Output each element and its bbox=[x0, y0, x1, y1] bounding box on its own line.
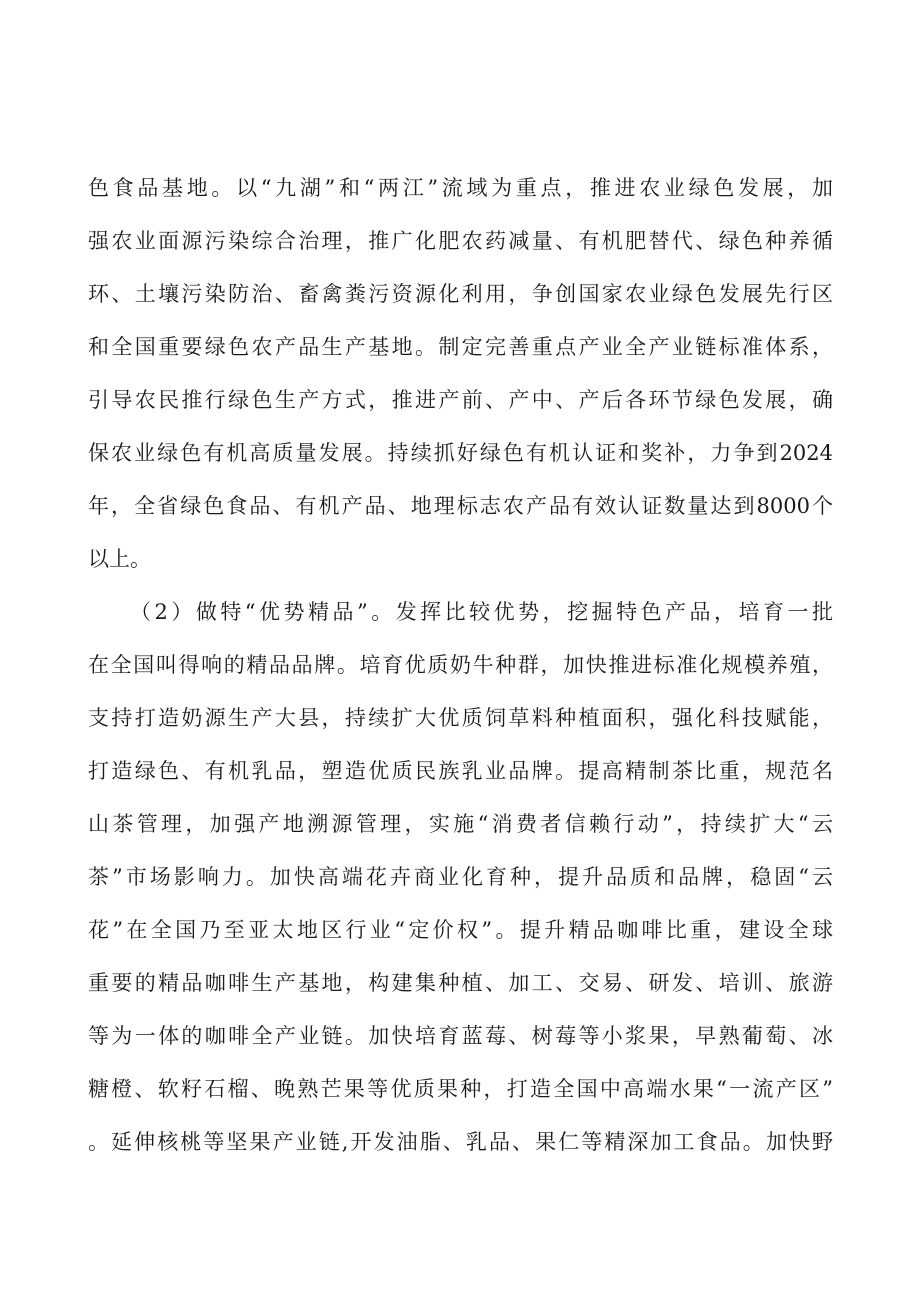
paragraph-2-line-6: 茶”市场影响力。加快高端花卉商业化育种，提升品质和品牌，稳固“云 bbox=[88, 865, 833, 889]
paragraph-1-line-7: 年，全省绿色食品、有机产品、地理标志农产品有效认证数量达到8000个 bbox=[88, 494, 833, 518]
paragraph-2-line-3: 支持打造奶源生产大县，持续扩大优质饲草料种植面积，强化科技赋能， bbox=[88, 706, 833, 730]
paragraph-1-line-3: 环、土壤污染防治、畜禽粪污资源化利用，争创国家农业绿色发展先行区 bbox=[88, 282, 833, 306]
paragraph-2-line-9: 等为一体的咖啡全产业链。加快培育蓝莓、树莓等小浆果，早熟葡萄、冰 bbox=[88, 1024, 833, 1048]
paragraph-1-line-4: 和全国重要绿色农产品生产基地。制定完善重点产业全产业链标准体系， bbox=[88, 335, 833, 359]
paragraph-2-line-7: 花”在全国乃至亚太地区行业“定价权”。提升精品咖啡比重，建设全球 bbox=[88, 918, 833, 942]
paragraph-2-line-10: 糖橙、软籽石榴、晚熟芒果等优质果种，打造全国中高端水果“一流产区” bbox=[88, 1077, 833, 1101]
paragraph-1-line-5: 引导农民推行绿色生产方式，推进产前、产中、产后各环节绿色发展，确 bbox=[88, 388, 833, 412]
paragraph-2-line-11: 。延伸核桃等坚果产业链,开发油脂、乳品、果仁等精深加工食品。加快野 bbox=[88, 1130, 833, 1154]
paragraph-2-line-5: 山茶管理，加强产地溯源管理，实施“消费者信赖行动”，持续扩大“云 bbox=[88, 812, 833, 836]
paragraph-2-line-1: （2）做特“优势精品”。发挥比较优势，挖掘特色产品，培育一批 bbox=[130, 600, 833, 624]
paragraph-2-line-8: 重要的精品咖啡生产基地，构建集种植、加工、交易、研发、培训、旅游 bbox=[88, 971, 833, 995]
paragraph-1-line-1: 色食品基地。以“九湖”和“两江”流域为重点，推进农业绿色发展，加 bbox=[88, 176, 833, 200]
paragraph-1-line-6: 保农业绿色有机高质量发展。持续抓好绿色有机认证和奖补，力争到2024 bbox=[88, 441, 833, 465]
paragraph-2-line-2: 在全国叫得响的精品品牌。培育优质奶牛种群，加快推进标准化规模养殖， bbox=[88, 653, 833, 677]
paragraph-1-line-2: 强农业面源污染综合治理，推广化肥农药减量、有机肥替代、绿色种养循 bbox=[88, 229, 833, 253]
paragraph-1-line-8: 以上。 bbox=[88, 547, 151, 571]
paragraph-2-line-4: 打造绿色、有机乳品，塑造优质民族乳业品牌。提高精制茶比重，规范名 bbox=[88, 759, 833, 783]
